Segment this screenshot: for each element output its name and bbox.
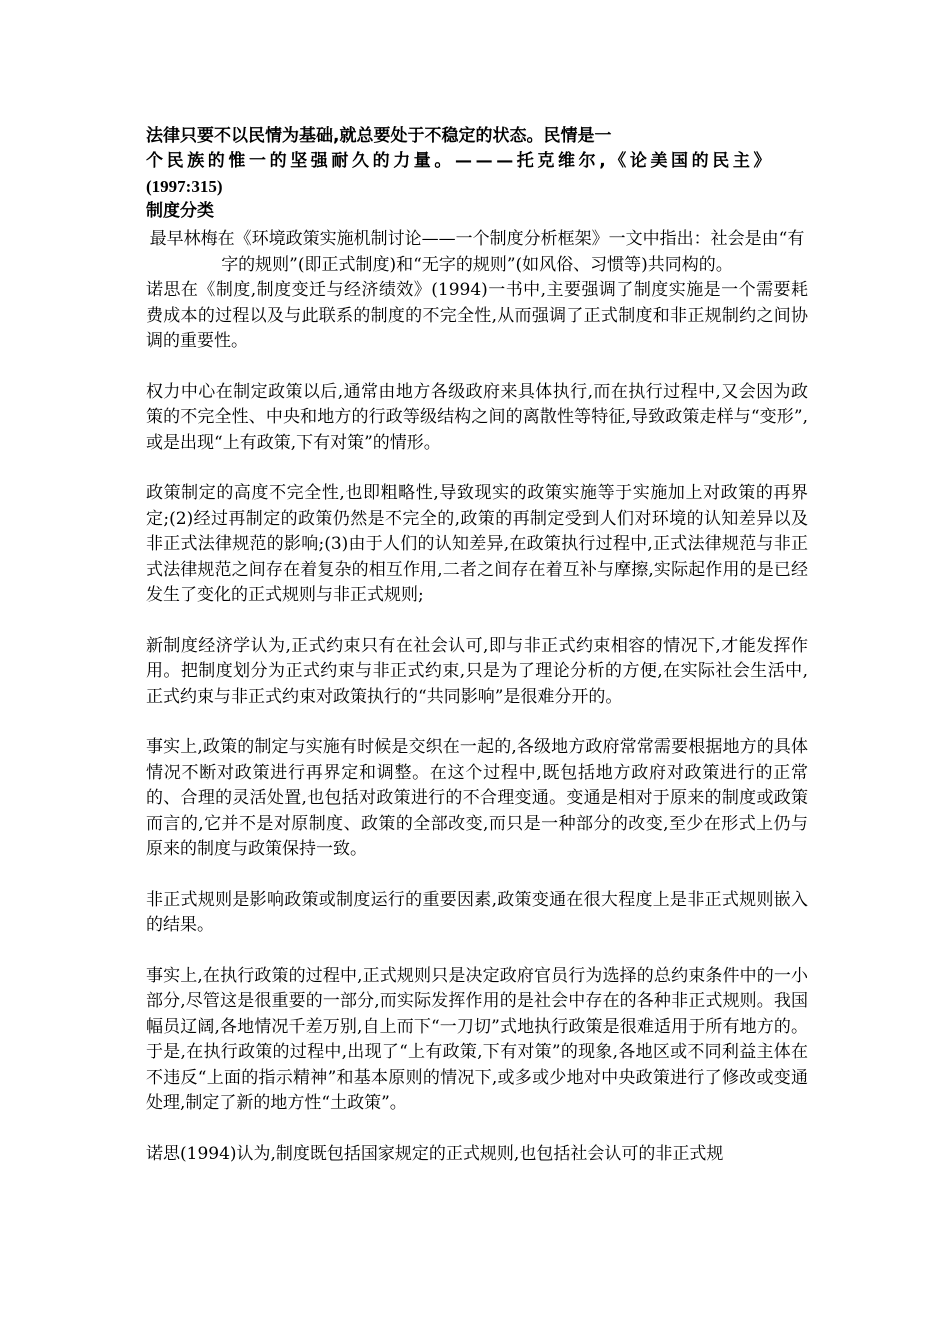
paragraph-north-institutions: 诺思(1994)认为,制度既包括国家规定的正式规则,也包括社会认可的非正式规 [146, 1143, 724, 1164]
centered-quote: 最早林梅在《环境政策实施机制讨论——一个制度分析框架》一文中指出：社会是由“有字的规则”(即正式制度)和“无字的规则”(如风俗、习惯等)共同构的。 [149, 229, 805, 275]
document-body [146, 118, 808, 1192]
section-heading: 制度分类 [146, 201, 214, 221]
epigraph-line-2: 个民族的惟一的坚强耐久的力量。———托克维尔,《论美国的民主》 [146, 151, 775, 171]
paragraph-new-institutional-economics: 新制度经济学认为,正式约束只有在社会认可,即与非正式约束相容的情况下,才能发挥作用。把制度划分为正式约束与非正式约束,只是为了理论分析的方便,在实际社会生活中,正式约束与非正式约束对政策执行的“共同影响”是很难分开的。 [146, 635, 808, 707]
paragraph-power-center: 权力中心在制定政策以后,通常由地方各级政府来具体执行,而在执行过程中,又会因为政策的不完全性、中央和地方的行政等级结构之间的离散性等特征,导致政策走样与“变形”,或是出现“上有政策,下有对策”的情形。 [146, 381, 808, 453]
epigraph-citation: (1997:315) [146, 177, 223, 196]
paragraph-local-policies: 事实上,在执行政策的过程中,正式规则只是决定政府官员行为选择的总约束条件中的一小部分,尽管这是很重要的一部分,而实际发挥作用的是社会中存在的各种非正式规则。我国幅员辽阔,各地情况千差万别,自上而下“一刀切”式地执行政策是很难适用于所有地方的。于是,在执行政策的过程中,出现了“上有政策,下有对策”的现象,各地区或不同利益主体在不违反“上面的指示精神”和基本原则的情况下,或多或少地对中央政策进行了修改或变通处理,制定了新的地方性“土政策”。 [146, 965, 808, 1113]
paragraph-informal-rules: 非正式规则是影响政策或制度运行的重要因素,政策变通在很大程度上是非正式规则嵌入的结果。 [146, 889, 808, 935]
paragraph-policy-adjustment: 事实上,政策的制定与实施有时候是交织在一起的,各级地方政府常常需要根据地方的具体情况不断对政策进行再界定和调整。在这个过程中,既包括地方政府对政策进行的正常的、合理的灵活处置,也包括对政策进行的不合理变通。变通是相对于原来的制度或政策而言的,它并不是对原制度、政策的全部改变,而只是一种部分的改变,至少在形式上仍与原来的制度与政策保持一致。 [146, 737, 808, 859]
epigraph-line-1: 法律只要不以民情为基础,就总要处于不稳定的状态。民情是一 [146, 126, 612, 146]
paragraph-policy-incompleteness: 政策制定的高度不完全性,也即粗略性,导致现实的政策实施等于实施加上对政策的再界定;(2)经过再制定的政策仍然是不完全的,政策的再制定受到人们对环境的认知差异以及非正式法律规范的影响;(3)由于人们的认知差异,在政策执行过程中,正式法律规范与非正式法律规范之间存在着复杂的相互作用,二者之间存在着互补与摩擦,实际起作用的是已经发生了变化的正式规则与非正式规则; [146, 483, 808, 605]
paragraph-north-1994: 诺思在《制度,制度变迁与经济绩效》(1994)一书中,主要强调了制度实施是一个需要耗费成本的过程以及与此联系的制度的不完全性,从而强调了正式制度和非正规制约之间协调的重要性。 [146, 280, 808, 351]
